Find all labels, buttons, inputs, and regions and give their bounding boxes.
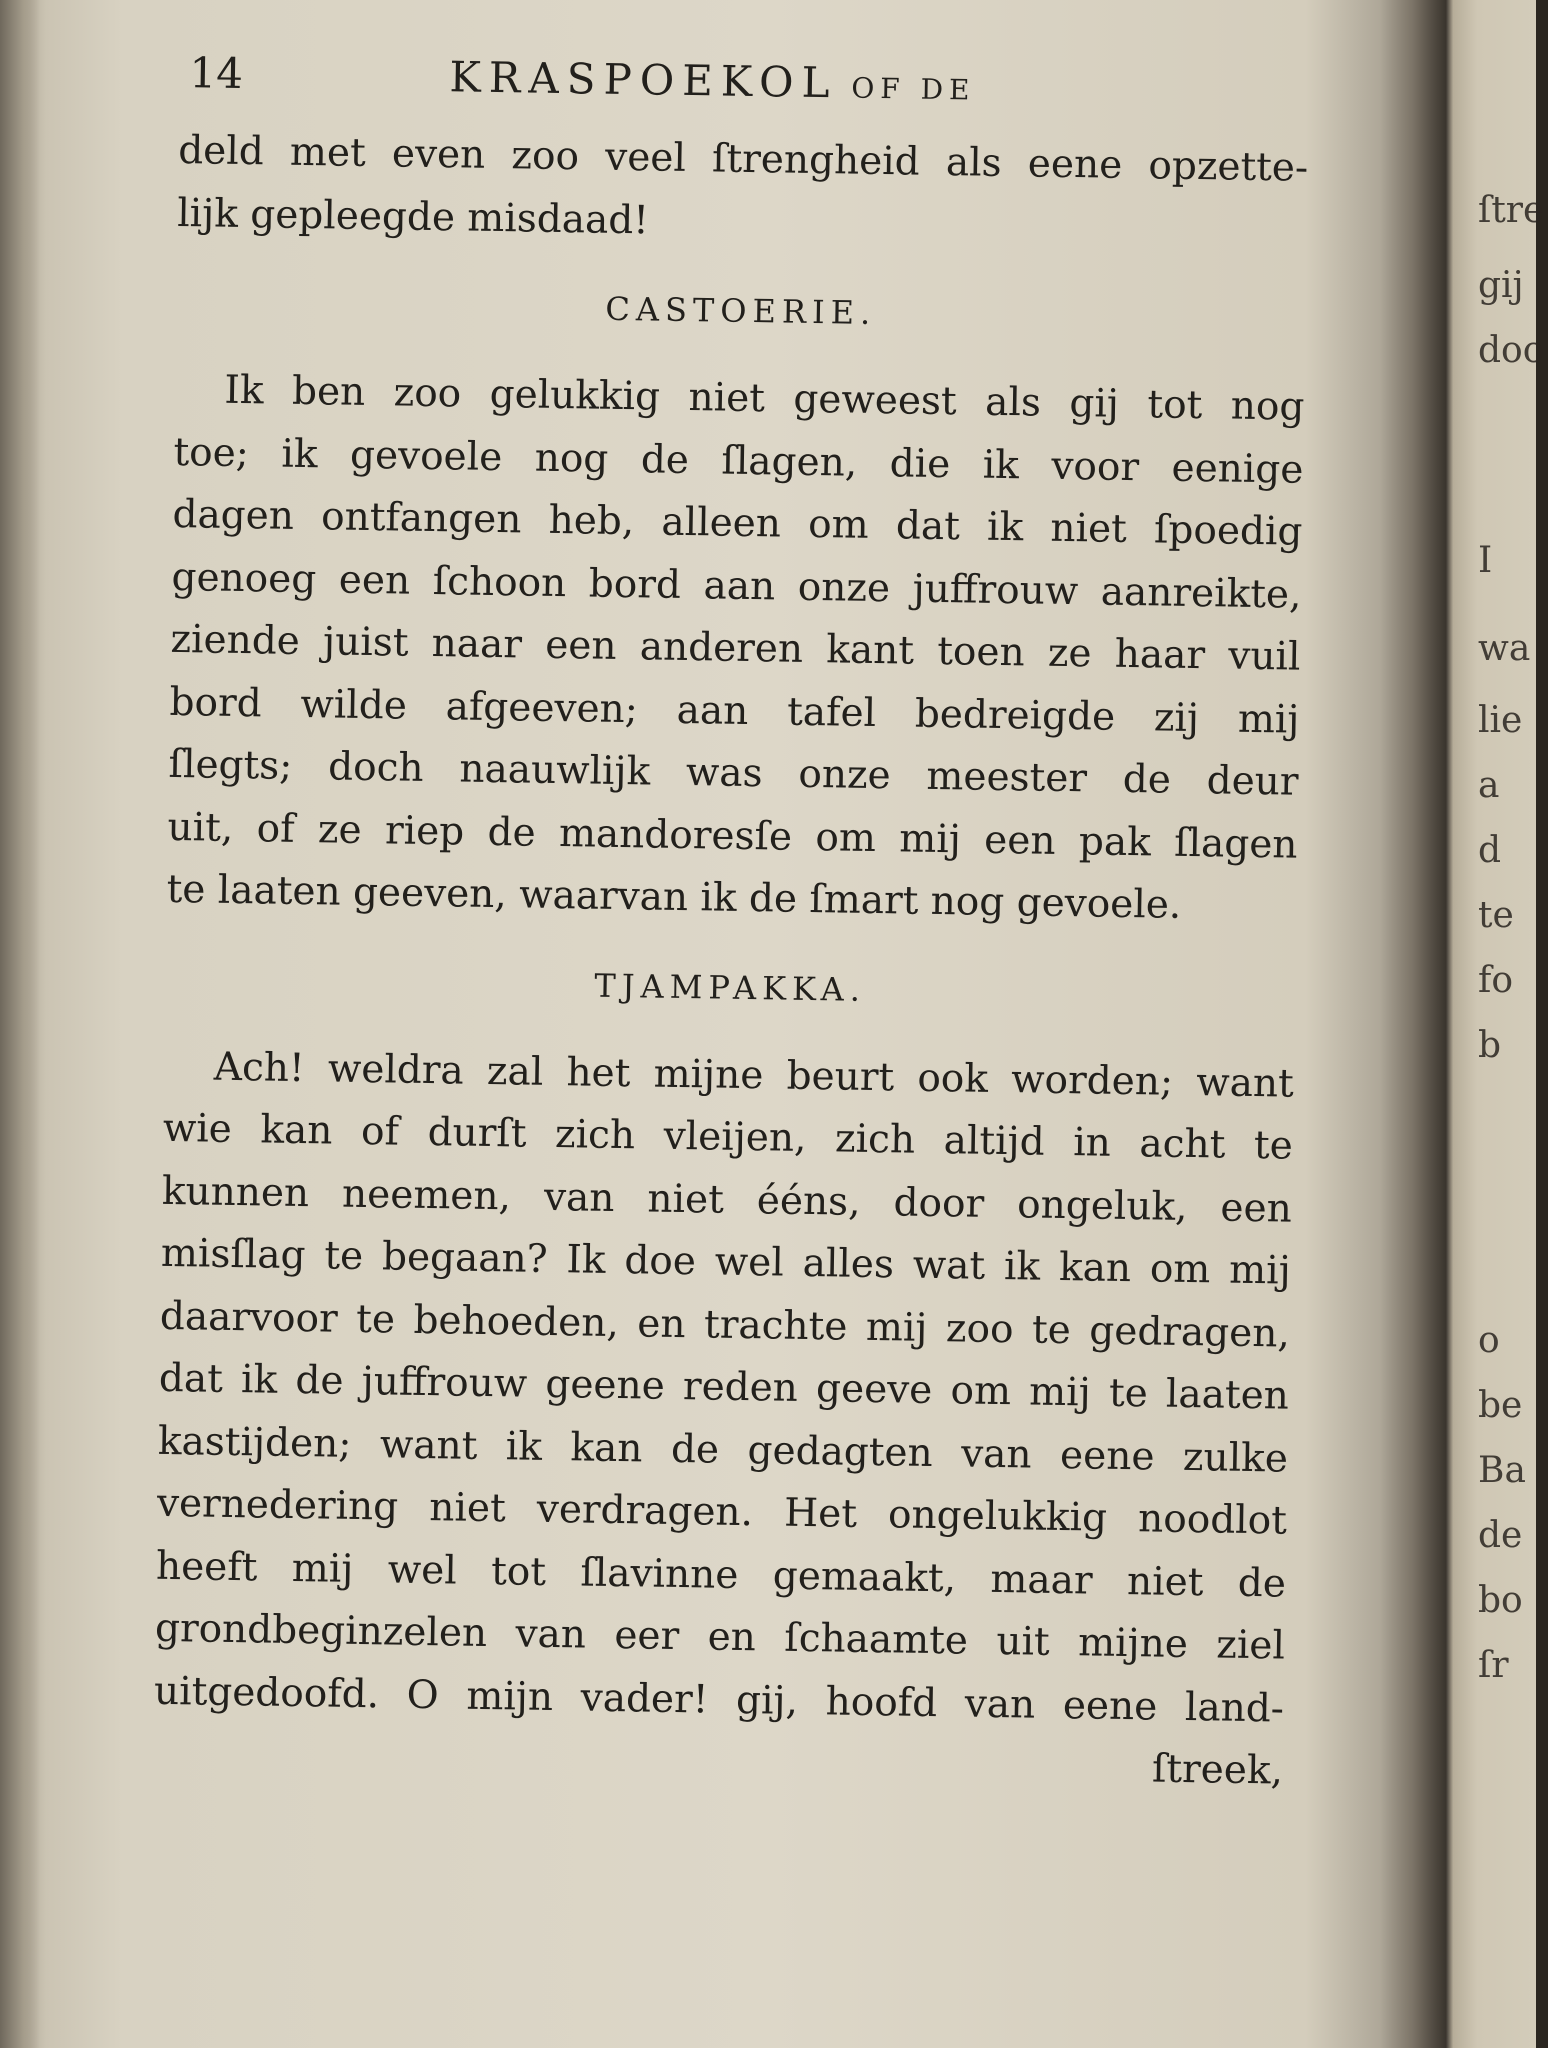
text-line: ſlegts; doch naauwlijk was onze meester de deur: [168, 741, 1299, 805]
book-page: [153, 40, 1310, 1803]
facing-page-fragment: d: [1478, 830, 1502, 871]
text-line: kastijden; want ik kan de gedagten van eene zulke: [157, 1418, 1289, 1482]
facing-page-fragment: lie: [1478, 700, 1523, 741]
page-number: 14: [189, 48, 244, 98]
text-line: Ach! weldra zal het mijne beurt ook worden; want: [213, 1044, 1295, 1107]
facing-page-fragment: gij: [1478, 265, 1524, 306]
facing-page-fragment: te: [1478, 895, 1514, 936]
facing-page-fragment: ſr: [1478, 1645, 1509, 1686]
text-line: deld met even zoo veel ſtrengheid als eene opzette-: [177, 127, 1309, 191]
speech-paragraph-castoerie: [166, 359, 1305, 939]
facing-page-fragment: o: [1478, 1320, 1500, 1361]
facing-page-fragment: fo: [1478, 960, 1513, 1001]
speaker-heading-tjampakka: TJAMPAKKA.: [594, 966, 867, 1009]
text-line: heeft mij wel tot ſlavinne gemaakt, maar niet de: [155, 1543, 1287, 1607]
page-edge-left: [0, 0, 40, 2048]
facing-page-fragment: I: [1478, 540, 1493, 581]
text-line: dagen ontfangen heb, alleen om dat ik niet ſpoedig: [172, 491, 1303, 555]
text-line: bord wilde afgeeven; aan tafel bedreigde zij mij: [169, 679, 1300, 743]
text-line: uit, of ze riep de mandoresſe om mij een pak ſlagen: [167, 804, 1298, 868]
text-line: daarvoor te behoeden, en trachte mij zoo te gedragen,: [159, 1293, 1291, 1357]
running-title-main: KRASPOEKOL: [449, 52, 838, 108]
text-line: vernedering niet verdragen. Het ongelukkig noodlot: [156, 1480, 1288, 1544]
facing-page-fragment: b: [1478, 1025, 1502, 1066]
text-line: wie kan of durſt zich vleijen, zich altijd in acht te: [162, 1105, 1294, 1169]
facing-page-fragment: wa: [1478, 628, 1531, 669]
speaker-heading-castoerie: CASTOERIE.: [605, 289, 877, 332]
text-line: misſlag te begaan? Ik doe wel alles wat ik kan om mij: [160, 1230, 1292, 1294]
text-line: genoeg een ſchoon bord aan onze juffrouw aanreikte,: [171, 554, 1302, 618]
text-line: Ik ben zoo gelukkig niet geweest als gij tot nog: [224, 367, 1305, 430]
facing-page-text: [1478, 0, 1548, 2048]
facing-page-fragment: de: [1478, 1515, 1523, 1556]
facing-page-fragment: a: [1478, 765, 1500, 806]
text-line: lijk gepleegde misdaad!: [176, 190, 650, 243]
text-line: uitgedoofd. O mijn vader! gij, hoofd van eene land-: [153, 1668, 1285, 1732]
facing-page-fragment: be: [1478, 1385, 1523, 1426]
text-line: kunnen neemen, van niet ééns, door ongeluk, een: [161, 1168, 1293, 1232]
text-line: grondbeginzelen van eer en ſchaamte uit mijne ziel: [154, 1605, 1286, 1669]
intro-paragraph: [177, 120, 1309, 263]
facing-page-fragment: doo: [1478, 330, 1545, 371]
text-line: dat ik de juffrouw geene reden geeve om mij te laaten: [158, 1355, 1290, 1419]
text-line: toe; ik gevoele nog de ſlagen, die ik voor eenige: [173, 429, 1304, 493]
text-line: ziende juist naar een anderen kant toen ze haar vuil: [170, 616, 1301, 680]
text-line: te laaten geeven, waarvan ik de ſmart nog gevoele.: [166, 866, 1182, 928]
facing-page-fragment: Ba: [1478, 1450, 1526, 1491]
facing-page-fragment: bo: [1478, 1580, 1523, 1621]
running-title: [449, 52, 976, 109]
facing-page-fragment: ſtre: [1478, 190, 1545, 231]
speech-paragraph-tjampakka: [153, 1035, 1295, 1803]
running-title-suffix: OF DE: [851, 71, 976, 107]
gutter-shadow: [1380, 0, 1446, 2048]
catchword: ſtreek,: [1151, 1746, 1284, 1794]
